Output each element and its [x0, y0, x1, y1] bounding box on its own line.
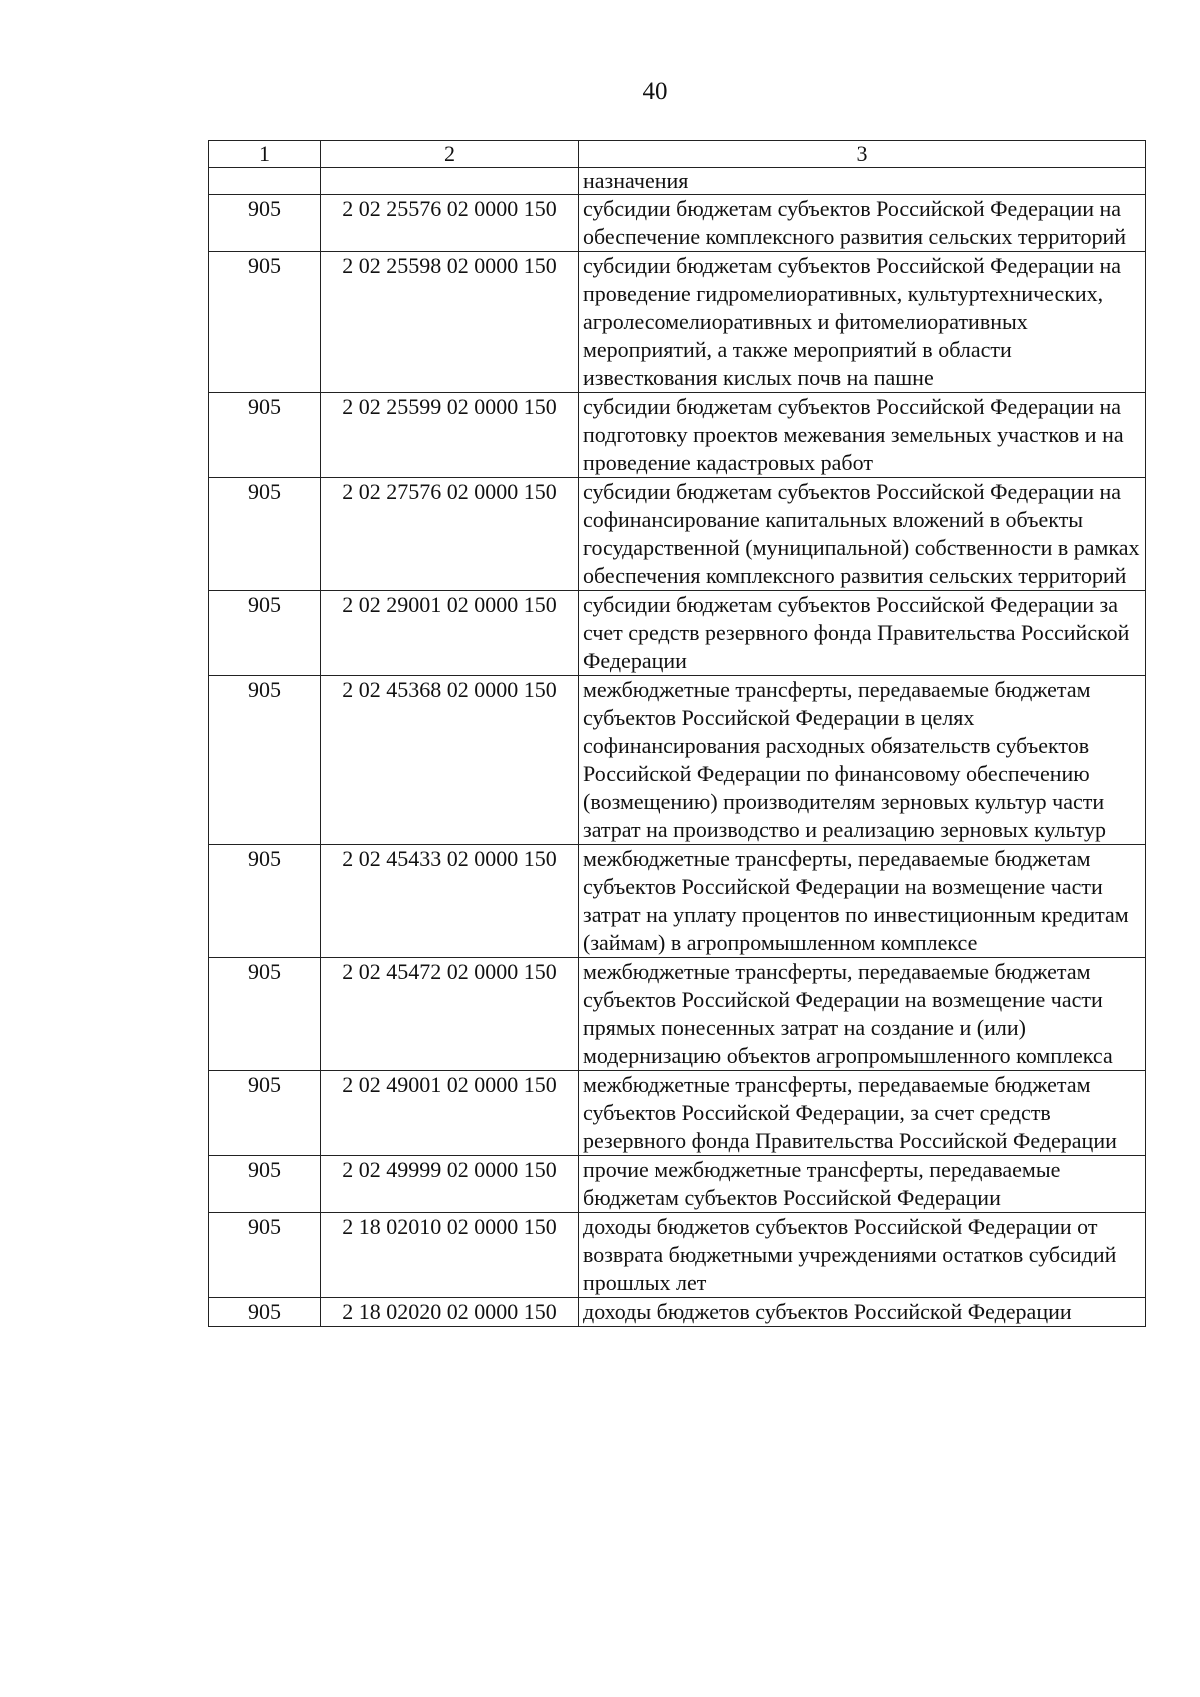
table-row — [209, 1213, 1146, 1298]
admin-code-cell: 905 — [209, 393, 321, 478]
income-name-cell: субсидии бюджетам субъектов Российской Федерации на подготовку проектов межевания земельных участков и на проведение кадастровых работ — [579, 393, 1146, 478]
header-row — [209, 141, 1146, 168]
page-number: 40 — [642, 78, 668, 105]
column-header-2: 2 — [321, 141, 579, 168]
column-header-1: 1 — [209, 141, 321, 168]
admin-code-cell: 905 — [209, 195, 321, 252]
column-header-3: 3 — [579, 141, 1146, 168]
income-code-cell: 2 02 27576 02 0000 150 — [321, 478, 579, 591]
table-row — [209, 478, 1146, 591]
income-code-cell: 2 02 29001 02 0000 150 — [321, 591, 579, 676]
income-name-cell: межбюджетные трансферты, передаваемые бюджетам субъектов Российской Федерации, за счет средств резервного фонда Правительства Российской Федерации — [579, 1071, 1146, 1156]
table-row — [209, 958, 1146, 1071]
income-code-cell: 2 02 25576 02 0000 150 — [321, 195, 579, 252]
admin-code-cell: 905 — [209, 676, 321, 845]
admin-code-cell: 905 — [209, 958, 321, 1071]
table-row — [209, 195, 1146, 252]
income-name-cell: доходы бюджетов субъектов Российской Федерации — [579, 1298, 1146, 1327]
income-code-cell: 2 02 45368 02 0000 150 — [321, 676, 579, 845]
table-row — [209, 252, 1146, 393]
table-row — [209, 845, 1146, 958]
admin-code-cell: 905 — [209, 1156, 321, 1213]
income-code-cell: 2 18 02020 02 0000 150 — [321, 1298, 579, 1327]
income-code-cell: 2 02 45433 02 0000 150 — [321, 845, 579, 958]
income-codes-table — [208, 140, 1146, 1327]
admin-code-cell: 905 — [209, 1071, 321, 1156]
income-code-cell: 2 02 49999 02 0000 150 — [321, 1156, 579, 1213]
income-name-cell: межбюджетные трансферты, передаваемые бюджетам субъектов Российской Федерации на возмещение части прямых понесенных затрат на создание и (или) модернизацию объектов агропромышленного комплекса — [579, 958, 1146, 1071]
income-name-cell: субсидии бюджетам субъектов Российской Федерации на обеспечение комплексного развития сельских территорий — [579, 195, 1146, 252]
income-name-cell: субсидии бюджетам субъектов Российской Федерации на проведение гидромелиоративных, культуртехнических, агролесомелиоративных и фитомелиоративных мероприятий, а также мероприятий в области известкования кислых почв на пашне — [579, 252, 1146, 393]
continuation-admin-cell — [209, 168, 321, 195]
income-code-cell: 2 18 02010 02 0000 150 — [321, 1213, 579, 1298]
income-code-cell: 2 02 25598 02 0000 150 — [321, 252, 579, 393]
income-name-cell: межбюджетные трансферты, передаваемые бюджетам субъектов Российской Федерации на возмещение части затрат на уплату процентов по инвестиционным кредитам (займам) в агропромышленном комплексе — [579, 845, 1146, 958]
table-row — [209, 676, 1146, 845]
income-code-cell: 2 02 49001 02 0000 150 — [321, 1071, 579, 1156]
admin-code-cell: 905 — [209, 591, 321, 676]
income-name-cell: межбюджетные трансферты, передаваемые бюджетам субъектов Российской Федерации в целях софинансирования расходных обязательств субъектов Российской Федерации по финансовому обеспечению (возмещению) производителям зерновых культур части затрат на производство и реализацию зерновых культур — [579, 676, 1146, 845]
income-name-cell: субсидии бюджетам субъектов Российской Федерации на софинансирование капитальных вложений в объекты государственной (муниципальной) собственности в рамках обеспечения комплексного развития сельских территорий — [579, 478, 1146, 591]
continuation-name-cell: назначения — [579, 168, 1146, 195]
table-row — [209, 1071, 1146, 1156]
income-code-cell: 2 02 45472 02 0000 150 — [321, 958, 579, 1071]
admin-code-cell: 905 — [209, 252, 321, 393]
table-row — [209, 591, 1146, 676]
table-row — [209, 1298, 1146, 1327]
admin-code-cell: 905 — [209, 1213, 321, 1298]
table-row — [209, 1156, 1146, 1213]
continuation-code-cell — [321, 168, 579, 195]
admin-code-cell: 905 — [209, 845, 321, 958]
income-code-cell: 2 02 25599 02 0000 150 — [321, 393, 579, 478]
admin-code-cell: 905 — [209, 1298, 321, 1327]
income-name-cell: субсидии бюджетам субъектов Российской Федерации за счет средств резервного фонда Правительства Российской Федерации — [579, 591, 1146, 676]
admin-code-cell: 905 — [209, 478, 321, 591]
income-name-cell: доходы бюджетов субъектов Российской Федерации от возврата бюджетными учреждениями остатков субсидий прошлых лет — [579, 1213, 1146, 1298]
income-name-cell: прочие межбюджетные трансферты, передаваемые бюджетам субъектов Российской Федерации — [579, 1156, 1146, 1213]
table-row — [209, 393, 1146, 478]
continuation-row — [209, 168, 1146, 195]
